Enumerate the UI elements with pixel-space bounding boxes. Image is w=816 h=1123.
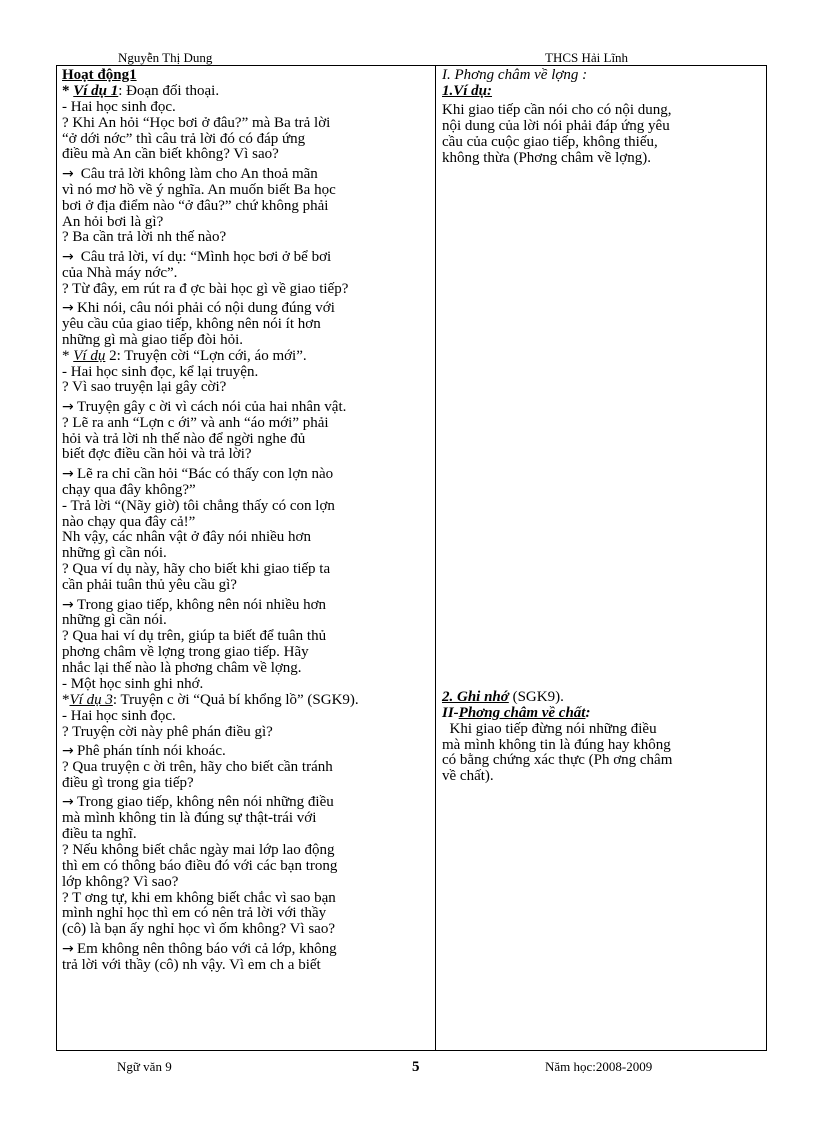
example-2-heading: * Ví dụ 2: Truyện cời “Lợn cới, áo mới”. [62, 347, 307, 364]
section-2-body: Khi giao tiếp đừng nói những điều mà mình không tin là đúng hay không có bằng chứng xác thực (Ph ơng châm về chất). [442, 720, 673, 785]
text-block-6: → Truyện gây c ời vì cách nói của hai nhân vật. ? Lẽ ra anh “Lợn c ới” và anh “áo mới” phải hỏi và trả lời nh thế nào để ngời nghe đủ biết đợc điều cần hỏi và trả lời? [62, 398, 347, 463]
page-number: 5 [412, 1059, 420, 1075]
arrow-icon: → [62, 299, 74, 316]
arrow-icon: → [62, 794, 74, 811]
text-block-3: → Câu trả lời, ví dụ: “Mình học bơi ở bể bơi của Nhà máy nớc”. ? Từ đây, em rút ra đ ợc bài học gì về giao tiếp? [62, 248, 349, 297]
column-divider [435, 66, 436, 1050]
ghi-nho-line: 2. Ghi nhớ (SGK9). [442, 688, 564, 705]
arrow-icon: → [62, 165, 74, 182]
text-block-8: → Trong giao tiếp, không nên nói nhiều hơn những gì cần nói. ? Qua hai ví dụ trên, giúp ta biết để tuân thủ phơng châm về lợng trong giao tiếp. Hãy nhắc lại thế nào là phơng châm về lợng. - Một học sinh ghi nhớ. [62, 596, 327, 692]
arrow-icon: → [62, 596, 74, 613]
header-author: Nguyễn Thị Dung [118, 50, 213, 65]
text-block-10: → Phê phán tính nói khoác. ? Qua truyện c ời trên, hãy cho biết cần tránh điều gì trong gia tiếp? [62, 743, 333, 791]
text-block-11: → Trong giao tiếp, không nên nói những điều mà mình không tin là đúng sự thật-trái với điều ta nghĩ. ? Nếu không biết chắc ngày mai lớp lao động thì em có thông báo điều đó với các bạn trong lớp không? Vì sao? ? T ơng tự, khi em không biết chắc vì sao bạn mình nghỉ học thì em có nên trả lời với thầy (cô) là bạn ấy nghỉ học vì ốm không? Vì sao? [62, 794, 338, 938]
left-column [62, 68, 432, 973]
footer-school-year: Năm học:2008-2009 [545, 1059, 653, 1074]
example-1-heading: * Ví dụ 1: Đoạn đối thoại. [62, 82, 220, 99]
text-block-12: → Em không nên thông báo với cả lớp, không trả lời với thầy (cô) nh vậy. Vì em ch a biết [62, 940, 337, 973]
arrow-icon: → [62, 940, 74, 957]
arrow-icon: → [62, 465, 74, 482]
header-school: THCS Hải Lĩnh [545, 50, 629, 65]
text-block-9: - Hai học sinh đọc. ? Truyện cời này phê phán điều gì? [62, 707, 273, 740]
section-2-title: II-Phơng châm về chất: [442, 704, 591, 721]
section-1-subtitle: 1.Ví dụ: [442, 82, 493, 99]
footer-subject: Ngữ văn 9 [117, 1059, 172, 1074]
section-1-body: Khi giao tiếp cần nói cho có nội dung, nội dung của lời nói phải đáp ứng yêu cầu của cuộc giao tiếp, không thiếu, không thừa (Phơng châm về lợng). [442, 102, 672, 166]
text-block-5: - Hai học sinh đọc, kể lại truyện. ? Vì sao truyện lại gây cời? [62, 363, 259, 396]
example-3-heading: *Ví dụ 3: Truyện c ời “Quả bí khổng lồ” (SGK9). [62, 691, 359, 708]
arrow-icon: → [62, 743, 74, 760]
lesson-table [56, 65, 767, 1051]
right-column [442, 68, 760, 785]
text-block-4: → Khi nói, câu nói phải có nội dung đúng với yêu cầu của giao tiếp, không nên nói ít hơn những gì mà giao tiếp đòi hỏi. [62, 299, 335, 348]
text-block-7: → Lẽ ra chỉ cần hỏi “Bác có thấy con lợn nào chạy qua đây không?” - Trả lời “(Nãy giờ) tôi chẳng thấy có con lợn nào chạy qua đây cả!” Nh vậy, các nhân vật ở đây nói nhiều hơn những gì cần nói. ? Qua ví dụ này, hãy cho biết khi giao tiếp ta cần phải tuân thủ yêu cầu gì? [62, 465, 335, 594]
arrow-icon: → [62, 248, 74, 265]
section-1-title: I. Phơng châm về lợng : [442, 67, 588, 83]
text-block-1: - Hai học sinh đọc. ? Khi An hỏi “Học bơi ở đâu?” mà Ba trả lời “ở dới nớc” thì câu trả lời đó có đáp ứng điều mà An cần biết không? Vì sao? [62, 98, 331, 163]
text-block-2: → Câu trả lời không làm cho An thoả mãn vì nó mơ hồ về ý nghĩa. An muốn biết Ba học bơi ở địa điểm nào “ở đâu?” chứ không phải An hỏi bơi là gì? ? Ba cần trả lời nh thế nào? [62, 165, 336, 246]
arrow-icon: → [62, 398, 74, 415]
activity-title: Hoạt động1 [62, 67, 137, 83]
